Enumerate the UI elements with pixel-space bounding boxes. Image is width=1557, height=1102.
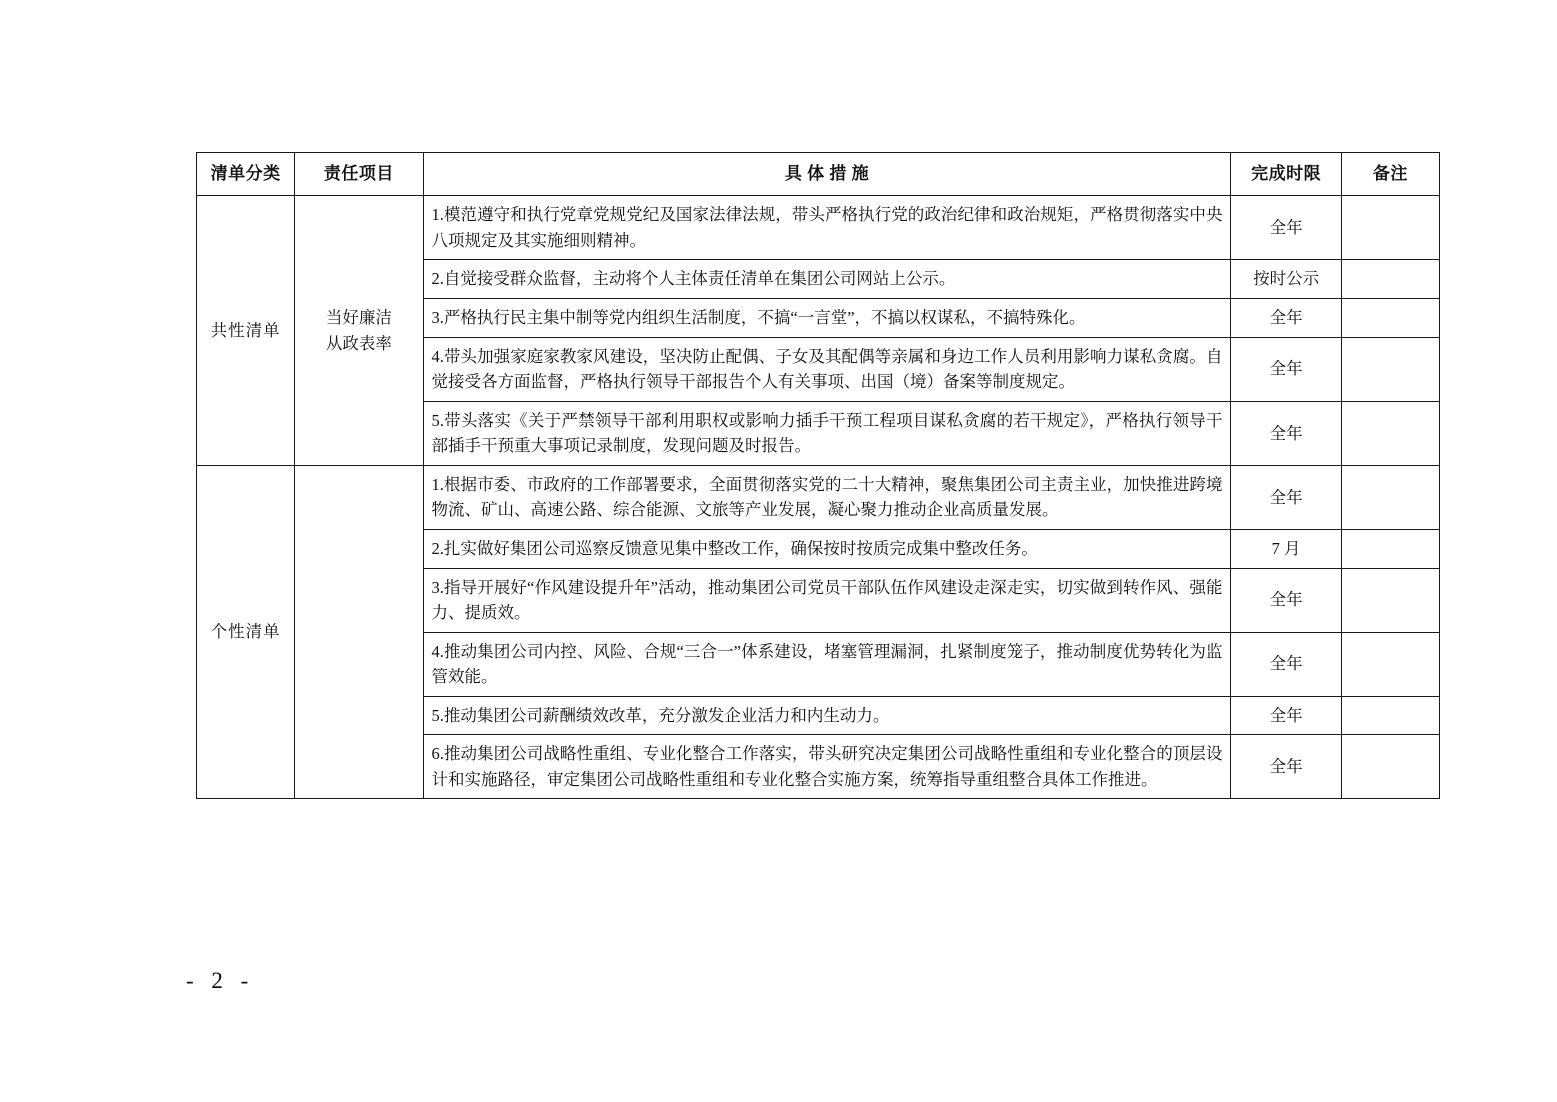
note-cell bbox=[1341, 465, 1439, 529]
measure-cell: 2.自觉接受群众监督，主动将个人主体责任清单在集团公司网站上公示。 bbox=[423, 260, 1231, 299]
due-cell: 全年 bbox=[1231, 568, 1341, 632]
due-cell: 全年 bbox=[1231, 632, 1341, 696]
note-cell bbox=[1341, 529, 1439, 568]
measure-cell: 3.指导开展好“作风建设提升年”活动，推动集团公司党员干部队伍作风建设走深走实，切实做到转作风、强能力、提质效。 bbox=[423, 568, 1231, 632]
measure-cell: 5.带头落实《关于严禁领导干部利用职权或影响力插手干预工程项目谋私贪腐的若干规定》，严格执行领导干部插手干预重大事项记录制度，发现问题及时报告。 bbox=[423, 401, 1231, 465]
header-category: 清单分类 bbox=[197, 153, 295, 196]
due-cell: 全年 bbox=[1231, 337, 1341, 401]
measure-cell: 6.推动集团公司战略性重组、专业化整合工作落实，带头研究决定集团公司战略性重组和专业化整合的顶层设计和实施路径，审定集团公司战略性重组和专业化整合实施方案，统筹指导重组整合具体工作推进。 bbox=[423, 735, 1231, 799]
responsibility-list-table-wrap bbox=[196, 152, 1440, 799]
note-cell bbox=[1341, 260, 1439, 299]
due-cell: 全年 bbox=[1231, 196, 1341, 260]
measure-cell: 1.模范遵守和执行党章党规党纪及国家法律法规，带头严格执行党的政治纪律和政治规矩，严格贯彻落实中央八项规定及其实施细则精神。 bbox=[423, 196, 1231, 260]
note-cell bbox=[1341, 632, 1439, 696]
note-cell bbox=[1341, 337, 1439, 401]
category-cell-individual: 个性清单 bbox=[197, 465, 295, 799]
note-cell bbox=[1341, 568, 1439, 632]
measure-cell: 4.推动集团公司内控、风险、合规“三合一”体系建设，堵塞管理漏洞，扎紧制度笼子，推动制度优势转化为监管效能。 bbox=[423, 632, 1231, 696]
table-row bbox=[197, 196, 1440, 260]
item-cell-individual bbox=[295, 465, 423, 799]
measure-cell: 1.根据市委、市政府的工作部署要求，全面贯彻落实党的二十大精神，聚焦集团公司主责主业，加快推进跨境物流、矿山、高速公路、综合能源、文旅等产业发展，凝心聚力推动企业高质量发展。 bbox=[423, 465, 1231, 529]
item-label-line1: 当好廉洁 bbox=[325, 308, 392, 328]
item-cell-common bbox=[295, 196, 423, 466]
item-label-line2: 从政表率 bbox=[325, 333, 392, 353]
measure-cell: 2.扎实做好集团公司巡察反馈意见集中整改工作，确保按时按质完成集中整改任务。 bbox=[423, 529, 1231, 568]
note-cell bbox=[1341, 401, 1439, 465]
due-cell: 全年 bbox=[1231, 299, 1341, 338]
measure-cell: 3.严格执行民主集中制等党内组织生活制度，不搞“一言堂”，不搞以权谋私，不搞特殊化。 bbox=[423, 299, 1231, 338]
header-note: 备注 bbox=[1341, 153, 1439, 196]
table-header-row bbox=[197, 153, 1440, 196]
note-cell bbox=[1341, 735, 1439, 799]
due-cell: 全年 bbox=[1231, 735, 1341, 799]
measure-cell: 5.推动集团公司薪酬绩效改革，充分激发企业活力和内生动力。 bbox=[423, 696, 1231, 735]
header-item: 责任项目 bbox=[295, 153, 423, 196]
due-cell: 按时公示 bbox=[1231, 260, 1341, 299]
due-cell: 7 月 bbox=[1231, 529, 1341, 568]
note-cell bbox=[1341, 696, 1439, 735]
due-cell: 全年 bbox=[1231, 401, 1341, 465]
table-row bbox=[197, 465, 1440, 529]
page-number: - 2 - bbox=[186, 968, 255, 993]
note-cell bbox=[1341, 196, 1439, 260]
header-measures: 具 体 措 施 bbox=[423, 153, 1231, 196]
category-cell-common: 共性清单 bbox=[197, 196, 295, 466]
responsibility-list-table bbox=[196, 152, 1440, 799]
note-cell bbox=[1341, 299, 1439, 338]
measure-cell: 4.带头加强家庭家教家风建设，坚决防止配偶、子女及其配偶等亲属和身边工作人员利用影响力谋私贪腐。自觉接受各方面监督，严格执行领导干部报告个人有关事项、出国（境）备案等制度规定。 bbox=[423, 337, 1231, 401]
due-cell: 全年 bbox=[1231, 696, 1341, 735]
header-due: 完成时限 bbox=[1231, 153, 1341, 196]
due-cell: 全年 bbox=[1231, 465, 1341, 529]
